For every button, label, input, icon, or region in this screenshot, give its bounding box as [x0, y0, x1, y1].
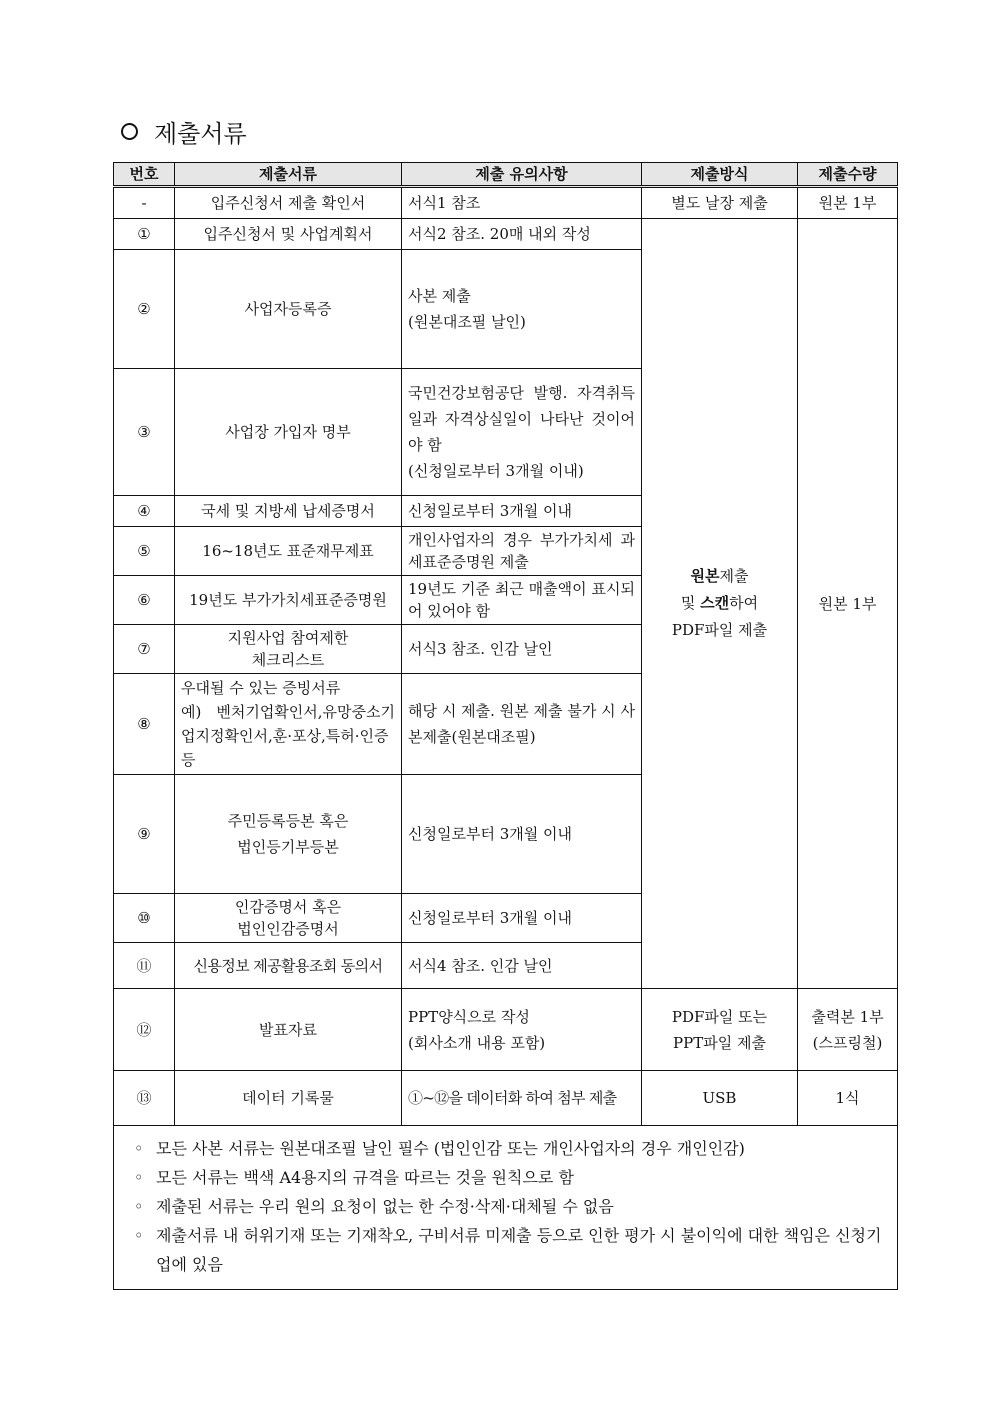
row-note: 신청일로부터 3개월 이내	[402, 496, 642, 527]
row-document: 19년도 부가가치세표준증명원	[175, 576, 402, 625]
row-note: 신청일로부터 3개월 이내	[402, 775, 642, 894]
row-note: 서식2 참조. 20매 내외 작성	[402, 219, 642, 250]
row-number: ⑨	[114, 775, 175, 894]
row-method: USB	[642, 1071, 798, 1126]
row-note: 서식4 참조. 인감 날인	[402, 943, 642, 989]
header-quantity: 제출수량	[798, 163, 898, 187]
row-number: ⑩	[114, 894, 175, 943]
row-document: 입주신청서 및 사업계획서	[175, 219, 402, 250]
section-heading	[121, 114, 247, 149]
note-item: ◦ 모든 사본 서류는 원본대조필 날인 필수 (법인인감 또는 개인사업자의 경우 개인인감)	[134, 1134, 887, 1163]
notes-row	[114, 1126, 898, 1290]
note-bullet-icon: ◦	[134, 1139, 144, 1158]
row-number: ②	[114, 250, 175, 369]
row-document: 사업자등록증	[175, 250, 402, 369]
row-document: 사업장 가입자 명부	[175, 369, 402, 496]
row-note: ①~⑫을 데이터화 하여 첨부 제출	[402, 1071, 642, 1126]
note-item: ◦ 모든 서류는 백색 A4용지의 규격을 따르는 것을 원칙으로 함	[134, 1163, 887, 1192]
note-item: ◦ 제출된 서류는 우리 원의 요청이 없는 한 수정·삭제·대체될 수 없음	[134, 1192, 887, 1221]
row-note: 개인사업자의 경우 부가가치세 과세표준증명원 제출	[402, 527, 642, 576]
row-number: ⑤	[114, 527, 175, 576]
table-row	[114, 989, 898, 1071]
row-number: ⑥	[114, 576, 175, 625]
header-notes: 제출 유의사항	[402, 163, 642, 187]
note-bullet-icon: ◦	[134, 1197, 144, 1216]
row-document: 신용정보 제공활용조회 동의서	[175, 943, 402, 989]
row-note: 19년도 기준 최근 매출액이 표시되어 있어야 함	[402, 576, 642, 625]
table-row	[114, 219, 898, 250]
row-document: 지원사업 참여제한 체크리스트	[175, 625, 402, 674]
header-number: 번호	[114, 163, 175, 187]
row-method: PDF파일 또는 PPT파일 제출	[642, 989, 798, 1071]
row-note: 국민건강보험공단 발행. 자격취득일과 자격상실일이 나타난 것이어야 함 (신청일로부터 3개월 이내)	[402, 369, 642, 496]
row-document: 인감증명서 혹은 법인인감증명서	[175, 894, 402, 943]
row-document: 우대될 수 있는 증빙서류 예) 벤처기업확인서,유망중소기업지정확인서,훈·포상,특허·인증 등	[175, 674, 402, 775]
row-document: 입주신청서 제출 확인서	[175, 187, 402, 219]
row-number: -	[114, 187, 175, 219]
note-item: ◦ 제출서류 내 허위기재 또는 기재착오, 구비서류 미제출 등으로 인한 평가 시 불이익에 대한 책임은 신청기업에 있음	[134, 1221, 887, 1279]
submission-documents-table	[113, 162, 898, 1290]
row-note: 사본 제출 (원본대조필 날인)	[402, 250, 642, 369]
circle-bullet-icon	[121, 123, 138, 140]
row-number: ⑬	[114, 1071, 175, 1126]
table-row	[114, 1071, 898, 1126]
row-document: 국세 및 지방세 납세증명서	[175, 496, 402, 527]
note-bullet-icon: ◦	[134, 1226, 144, 1245]
notes-list	[114, 1126, 897, 1289]
row-number: ⑦	[114, 625, 175, 674]
row-note: 해당 시 제출. 원본 제출 불가 시 사본제출(원본대조필)	[402, 674, 642, 775]
row-note: 신청일로부터 3개월 이내	[402, 894, 642, 943]
row-method: 별도 날장 제출	[642, 187, 798, 219]
merged-quantity-cell: 원본 1부	[798, 219, 898, 989]
row-note: 서식1 참조	[402, 187, 642, 219]
merged-method-cell: 원본제출 및 스캔하여 PDF파일 제출	[642, 219, 798, 989]
row-document: 16~18년도 표준재무제표	[175, 527, 402, 576]
row-quantity: 1식	[798, 1071, 898, 1126]
note-bullet-icon: ◦	[134, 1168, 144, 1187]
heading-text: 제출서류	[154, 120, 247, 148]
row-quantity: 출력본 1부 (스프링철)	[798, 989, 898, 1071]
header-method: 제출방식	[642, 163, 798, 187]
table-row	[114, 187, 898, 219]
table-header-row	[114, 163, 898, 187]
row-document: 발표자료	[175, 989, 402, 1071]
row-document: 주민등록등본 혹은 법인등기부등본	[175, 775, 402, 894]
header-document: 제출서류	[175, 163, 402, 187]
row-number: ①	[114, 219, 175, 250]
row-number: ④	[114, 496, 175, 527]
notes-cell	[114, 1126, 898, 1290]
row-number: ⑧	[114, 674, 175, 775]
row-document: 데이터 기록물	[175, 1071, 402, 1126]
row-number: ⑪	[114, 943, 175, 989]
row-number: ⑫	[114, 989, 175, 1071]
row-note: PPT양식으로 작성 (회사소개 내용 포함)	[402, 989, 642, 1071]
row-quantity: 원본 1부	[798, 187, 898, 219]
row-note: 서식3 참조. 인감 날인	[402, 625, 642, 674]
row-number: ③	[114, 369, 175, 496]
